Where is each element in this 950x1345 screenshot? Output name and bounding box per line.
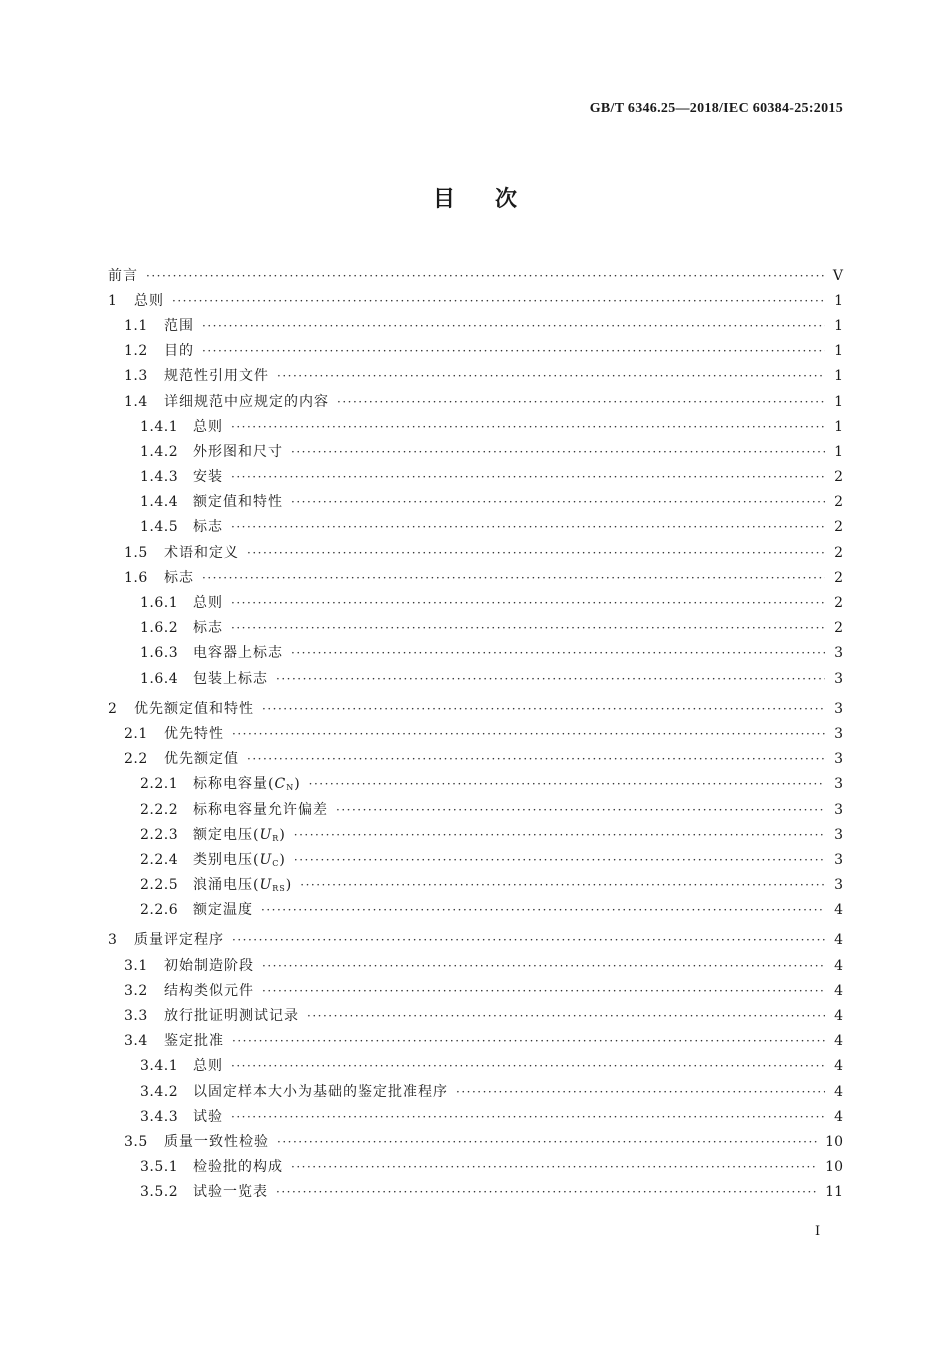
toc-entry-number: 2.2 (124, 751, 148, 768)
dot-leader (232, 1034, 825, 1048)
toc-entry-label-text: 包装上标志 (193, 670, 268, 687)
toc-entry[interactable] (108, 695, 843, 720)
toc-entry-page: 1 (834, 368, 843, 385)
toc-entry[interactable] (108, 1028, 843, 1053)
dot-leader (232, 933, 825, 947)
toc-entry-label (164, 723, 224, 743)
toc-entry-page: 1 (834, 418, 843, 435)
toc-entry[interactable] (108, 363, 843, 388)
dot-leader (172, 294, 825, 308)
toc-entry-label (193, 874, 292, 894)
toc-entry[interactable] (108, 796, 843, 821)
toc-entry-page: 3 (834, 645, 843, 662)
toc-entry-label-text: 试验一览表 (193, 1184, 268, 1201)
dot-leader (247, 546, 825, 560)
toc-entry-label (164, 315, 194, 335)
toc-entry-number: 1.6.4 (140, 670, 179, 687)
toc-entry-label (134, 698, 254, 718)
toc-entry-label-text: 质量一致性检验 (164, 1133, 269, 1150)
toc-entry-page: 3 (834, 826, 843, 843)
toc-entry-subscript: C (272, 858, 280, 868)
toc-entry[interactable] (108, 1154, 843, 1179)
dot-leader (309, 777, 825, 791)
toc-entry[interactable] (108, 287, 843, 312)
toc-entry[interactable] (108, 821, 843, 846)
toc-entry-label (193, 849, 286, 869)
toc-entry-label (164, 1030, 224, 1050)
toc-entry-page: V (832, 267, 843, 284)
toc-entry[interactable] (108, 977, 843, 1002)
dot-leader (294, 853, 825, 867)
toc-entry-label (193, 1055, 223, 1075)
dot-leader (146, 269, 825, 283)
dot-leader (294, 828, 825, 842)
toc-entry-label (193, 773, 301, 793)
toc-entry-symbol: C (274, 776, 287, 793)
toc-entry-number: 1.6 (124, 569, 148, 586)
toc-entry-page: 4 (834, 957, 843, 974)
toc-entry-number: 1.4.5 (140, 519, 179, 536)
toc-entry-page: 4 (834, 1058, 843, 1075)
toc-entry-label-text: 额定值和特性 (193, 494, 283, 511)
dot-leader (276, 672, 825, 686)
dot-leader (307, 1009, 825, 1023)
toc-entry-page: 10 (825, 1159, 843, 1176)
toc-entry[interactable] (108, 846, 843, 871)
toc-entry-label-text: 总则 (193, 1058, 223, 1075)
toc-entry-page: 1 (834, 343, 843, 360)
toc-entry-label-text: 详细规范中应规定的内容 (164, 393, 329, 410)
toc-entry-page: 1 (834, 393, 843, 410)
toc-entry-number: 3.4 (124, 1033, 148, 1050)
standard-code: GB/T 6346.25—2018/IEC 60384-25:2015 (589, 101, 843, 116)
toc-entry-page: 3 (834, 751, 843, 768)
dot-leader (262, 959, 825, 973)
toc-entry-label (164, 340, 194, 360)
toc-entry-label (193, 824, 286, 844)
toc-entry-label-tail: ) (285, 877, 293, 894)
toc-entry-number: 1.4.4 (140, 494, 179, 511)
toc-entry[interactable] (108, 1053, 843, 1078)
toc-entry-label (164, 391, 329, 411)
toc-entry[interactable] (108, 720, 843, 745)
toc-entry-label (193, 1156, 283, 1176)
toc-entry-number: 2.2.5 (140, 877, 179, 894)
toc-entry-label (193, 1181, 268, 1201)
toc-entry-number: 3.5.2 (140, 1184, 179, 1201)
dot-leader (247, 752, 825, 766)
toc-entry-number: 2.2.1 (140, 776, 179, 793)
toc-entry-label (193, 416, 223, 436)
toc-entry-page: 3 (834, 851, 843, 868)
toc-entry-label-tail: ) (279, 826, 286, 843)
dot-leader (276, 1185, 817, 1199)
toc-entry-label-text: 目的 (164, 343, 194, 360)
page-number: I (815, 1224, 821, 1239)
toc-entry[interactable] (108, 1128, 843, 1153)
dot-leader (277, 369, 825, 383)
toc-entry-label-text: 电容器上标志 (193, 645, 283, 662)
toc-entry-page: 2 (834, 519, 843, 536)
toc-entry-number: 1.4.2 (140, 443, 179, 460)
toc-entry-page: 4 (834, 932, 843, 949)
toc-entry[interactable] (108, 952, 843, 977)
toc-entry-number: 2.2.2 (140, 801, 179, 818)
toc-entry[interactable] (108, 640, 843, 665)
toc-entry-number: 1.4.3 (140, 469, 179, 486)
toc-entry-number: 1.5 (124, 544, 148, 561)
toc-entry[interactable] (108, 438, 843, 463)
dot-leader (291, 646, 825, 660)
toc-entry-label-tail: ) (294, 776, 301, 793)
toc-entry-number: 2 (108, 700, 118, 717)
toc-entry-label-text: 总则 (193, 418, 223, 435)
toc-entry-number: 3.3 (124, 1008, 148, 1025)
toc-entry-label-text: 标称电容量( (193, 776, 275, 793)
dot-leader (232, 727, 825, 741)
toc-entry-page: 2 (834, 569, 843, 586)
toc-entry-subscript: RS (272, 884, 286, 894)
toc-entry-label-text: 安装 (193, 469, 223, 486)
toc-entry-number: 3.5 (124, 1133, 148, 1150)
toc-entry-label (164, 365, 269, 385)
toc-entry-label (193, 668, 268, 688)
toc-entry-page: 3 (834, 670, 843, 687)
toc-entry-page: 4 (834, 902, 843, 919)
dot-leader (277, 1135, 817, 1149)
toc-entry[interactable] (108, 564, 843, 589)
toc-entry-number: 1.1 (124, 317, 148, 334)
toc-entry[interactable] (108, 312, 843, 337)
dot-leader (262, 702, 825, 716)
toc-entry-page: 3 (834, 725, 843, 742)
toc-entry-label (164, 542, 239, 562)
toc-entry-label (108, 265, 138, 285)
toc-entry-page: 2 (834, 469, 843, 486)
toc-entry-number: 3.4.1 (140, 1058, 179, 1075)
toc-entry-number: 3.4.3 (140, 1108, 179, 1125)
toc-entry-page: 4 (834, 1083, 843, 1100)
toc-entry-page: 10 (825, 1133, 843, 1150)
toc-entry-page: 2 (834, 494, 843, 511)
dot-leader (231, 1059, 825, 1073)
dot-leader (231, 420, 825, 434)
toc-entry-symbol: U (259, 826, 273, 843)
toc-entry[interactable] (108, 262, 843, 287)
toc-entry-label-text: 额定温度 (193, 902, 253, 919)
toc-entry-page: 2 (834, 595, 843, 612)
toc-entry-label-text: 鉴定批准 (164, 1033, 224, 1050)
toc-entry[interactable] (108, 1103, 843, 1128)
toc-entry-page: 1 (834, 292, 843, 309)
toc-entry-label-text: 以固定样本大小为基础的鉴定批准程序 (193, 1083, 448, 1100)
toc-entry-number: 1.6.1 (140, 595, 179, 612)
dot-leader (456, 1085, 825, 1099)
toc-entry-symbol: U (259, 877, 273, 894)
toc-entry-label (164, 1005, 299, 1025)
toc-entry-page: 3 (834, 801, 843, 818)
toc-entry-label-text: 检验批的构成 (193, 1159, 283, 1176)
toc-entry-label (193, 1106, 223, 1126)
toc-entry-label-text: 优先额定值和特性 (134, 700, 254, 717)
toc-entry[interactable] (108, 413, 843, 438)
dot-leader (261, 903, 825, 917)
toc-entry-page: 4 (834, 1108, 843, 1125)
toc-entry-page: 2 (834, 620, 843, 637)
toc-entry-page: 4 (834, 982, 843, 999)
toc-entry-number: 1.2 (124, 343, 148, 360)
toc-entry-page: 4 (834, 1008, 843, 1025)
toc-entry-label (193, 642, 283, 662)
toc-entry[interactable] (108, 514, 843, 539)
toc-entry-label (193, 441, 283, 461)
toc-entry[interactable] (108, 388, 843, 413)
toc-entry-label-tail: ) (279, 851, 286, 868)
dot-leader (291, 445, 825, 459)
toc-entry-page: 1 (834, 443, 843, 460)
toc-entry-label-text: 外形图和尺寸 (193, 443, 283, 460)
toc-entry-label (164, 955, 254, 975)
toc-entry-number: 3.5.1 (140, 1159, 179, 1176)
table-of-contents (108, 262, 843, 1204)
toc-entry[interactable] (108, 539, 843, 564)
toc-entry-number: 1.4 (124, 393, 148, 410)
toc-entry-label-text: 标志 (193, 519, 223, 536)
toc-entry-label (193, 1081, 448, 1101)
toc-entry[interactable] (108, 1179, 843, 1204)
toc-entry-label-text: 总则 (193, 595, 223, 612)
toc-entry-label (193, 466, 223, 486)
toc-entry-label (193, 516, 223, 536)
toc-entry-label (164, 980, 254, 1000)
dot-leader (337, 395, 825, 409)
dot-leader (262, 984, 825, 998)
dot-leader (300, 878, 825, 892)
toc-entry-number: 2.1 (124, 725, 148, 742)
dot-leader (202, 344, 825, 358)
toc-entry-number: 1.6.3 (140, 645, 179, 662)
toc-entry-label-text: 初始制造阶段 (164, 957, 254, 974)
toc-entry[interactable] (108, 615, 843, 640)
toc-entry[interactable] (108, 589, 843, 614)
toc-entry[interactable] (108, 872, 843, 897)
dot-leader (202, 319, 825, 333)
toc-entry-number: 2.2.4 (140, 851, 179, 868)
dot-leader (231, 1110, 825, 1124)
toc-entry-page: 4 (834, 1033, 843, 1050)
toc-entry-label (134, 929, 224, 949)
toc-entry[interactable] (108, 927, 843, 952)
toc-entry-label-text: 标称电容量允许偏差 (193, 801, 328, 818)
toc-entry-label (164, 567, 194, 587)
toc-entry-label (164, 748, 239, 768)
toc-entry-page: 3 (834, 877, 843, 894)
toc-entry-label-text: 质量评定程序 (134, 932, 224, 949)
toc-entry-label-text: 类别电压( (193, 851, 260, 868)
dot-leader (231, 596, 825, 610)
dot-leader (336, 803, 825, 817)
toc-entry-label-text: 前言 (108, 267, 138, 284)
toc-entry-number: 3.2 (124, 982, 148, 999)
toc-entry-symbol: U (259, 851, 273, 868)
dot-leader (231, 470, 825, 484)
dot-leader (231, 520, 825, 534)
toc-entry-label (164, 1131, 269, 1151)
toc-entry-label (193, 617, 223, 637)
toc-entry-label-text: 术语和定义 (164, 544, 239, 561)
toc-entry-label-text: 试验 (193, 1108, 223, 1125)
toc-entry-label-text: 范围 (164, 317, 194, 334)
toc-entry-number: 1.6.2 (140, 620, 179, 637)
toc-entry-number: 2.2.3 (140, 826, 179, 843)
toc-entry-label (134, 290, 164, 310)
toc-entry[interactable] (108, 665, 843, 690)
dot-leader (231, 621, 825, 635)
dot-leader (291, 1160, 817, 1174)
toc-entry-page: 11 (825, 1184, 843, 1201)
toc-entry-number: 1.3 (124, 368, 148, 385)
toc-entry-label-text: 规范性引用文件 (164, 368, 269, 385)
toc-entry-label-text: 优先额定值 (164, 751, 239, 768)
toc-entry-label-text: 额定电压( (193, 826, 260, 843)
toc-entry[interactable] (108, 746, 843, 771)
toc-entry[interactable] (108, 1002, 843, 1027)
toc-entry[interactable] (108, 771, 843, 796)
toc-entry[interactable] (108, 464, 843, 489)
toc-entry-subscript: N (286, 783, 295, 793)
toc-entry-number: 1 (108, 292, 118, 309)
toc-entry[interactable] (108, 338, 843, 363)
toc-entry-label-text: 标志 (193, 620, 223, 637)
toc-entry-label-text: 优先特性 (164, 725, 224, 742)
toc-entry-label (193, 491, 283, 511)
toc-entry-label-text: 标志 (164, 569, 194, 586)
toc-entry-label (193, 899, 253, 919)
dot-leader (202, 571, 825, 585)
dot-leader (291, 495, 825, 509)
page-title: 目次 (432, 187, 557, 212)
toc-entry-number: 2.2.6 (140, 902, 179, 919)
toc-entry-page: 3 (834, 776, 843, 793)
toc-entry-label-text: 浪涌电压( (193, 877, 260, 894)
toc-entry-label-text: 结构类似元件 (164, 982, 254, 999)
toc-entry-label (193, 592, 223, 612)
toc-entry-label-text: 总则 (134, 292, 164, 309)
toc-entry-page: 2 (834, 544, 843, 561)
toc-entry-subscript: R (272, 833, 280, 843)
toc-entry-page: 1 (834, 317, 843, 334)
toc-entry-number: 3.4.2 (140, 1083, 179, 1100)
toc-entry-label (193, 799, 328, 819)
toc-entry[interactable] (108, 897, 843, 922)
toc-entry-label-text: 放行批证明测试记录 (164, 1008, 299, 1025)
toc-entry-number: 3 (108, 932, 118, 949)
toc-entry-page: 3 (834, 700, 843, 717)
toc-entry[interactable] (108, 1078, 843, 1103)
toc-entry-number: 3.1 (124, 957, 148, 974)
toc-entry[interactable] (108, 489, 843, 514)
toc-entry-number: 1.4.1 (140, 418, 179, 435)
